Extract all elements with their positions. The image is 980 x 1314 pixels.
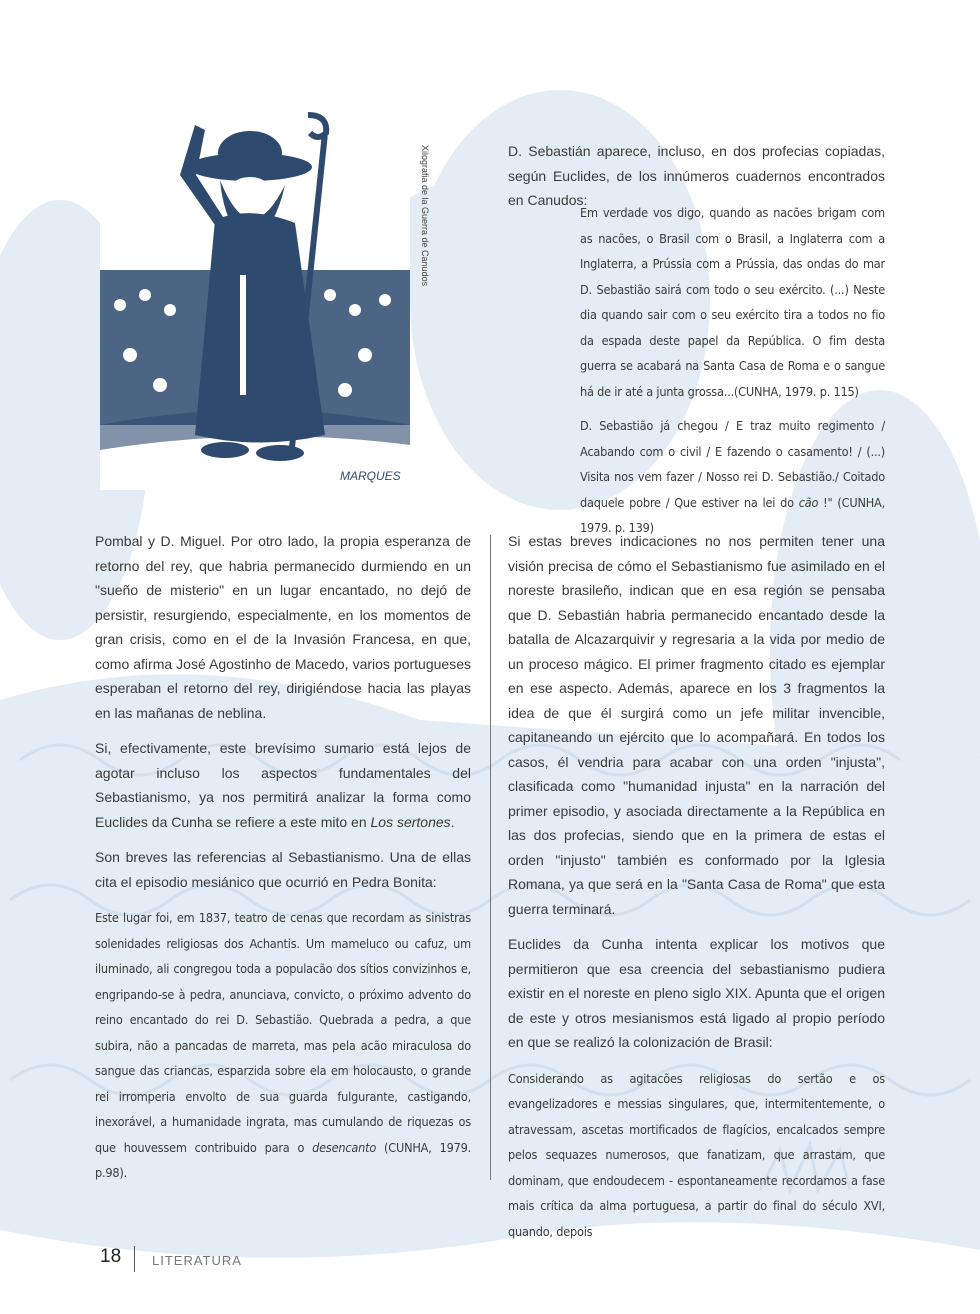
woodcut-illustration bbox=[100, 105, 410, 490]
paragraph: Euclides da Cunha intenta explicar los motivos que permitieron que esa creencia del sebastianismo pudiera existir en el noreste en pleno siglo XIX. Apunta que el origen de este y otros mesianismos está ligado al propio período en que se realizó la colonización de Brasil: bbox=[508, 936, 885, 1050]
figure-caption: Xilografia de la Guerra de Canudos bbox=[420, 145, 430, 287]
book-title: Los sertones bbox=[370, 813, 451, 830]
paragraph: Son breves las referencias al Sebastianismo. Una de ellas cita el episodio mesiánico que ocurrió en Pedra Bonita: bbox=[95, 849, 471, 890]
left-column bbox=[95, 529, 471, 1197]
right-column bbox=[508, 529, 885, 1255]
paragraph: Pombal y D. Miguel. Por otro lado, la propia esperanza de retorno del rey, que habria permanecido durmiendo en un "sueño de misterio" en un lugar encantado, no dejó de persistir, resurgiendo, especialmente, en los momentos de gran crisis, como en el de la Invasión Francesa, en que, como afirma José Agostinho de Macedo, varios portugueses esperaban el retorno del rey, dirigiéndose hacia las playas en las mañanas de neblina. bbox=[95, 533, 471, 721]
paragraph: Si estas breves indicaciones no nos permiten tener una visión precisa de cómo el Sebastianismo fue asimilado en el noreste brasileño, indican que en esa región se pensaba que D. Sebastián habria permanecido encantado desde la batalla de Alcazarquivir y regresaria a la vida por medio de un proceso mágico. El primer fragmento citado es ejemplar en ese aspecto. Además, aparece en los 3 fragmentos la idea de que él surgirá como un jefe militar invencible, capitaneando un ejército que lo acompañará. En todos los casos, él vendria para acabar con una orden "injusta", clasificada como "humanidad injusta" en la narración del primer episodio, y asociada directamente a la República en las dos profecias, siendo que en la primera de estas el orden "injusto" también es conformado por la Iglesia Romana, ya que será en la "Santa Casa de Roma" que esta guerra terminará. bbox=[508, 533, 885, 917]
right-intro-paragraph: D. Sebastián aparece, incluso, en dos profecias copiadas, según Euclides, de los innúmeros cuadernos encontrados en Canudos: bbox=[508, 143, 885, 208]
quote-text: Este lugar foi, em 1837, teatro de cenas que recordam as sinistras solenidades religiosas dos Achantis. Um mameluco ou cafuz, um iluminado, ali congregou toda a populacão dos sítios convizinhos e, engripando-se à pedra, anunciava, convicto, o próximo advento do reino encantado do rei D. Sebastião. Quebrada a pedra, a que subira, não a pancadas de marreta, mas pela acão miraculosa do sangue das criancas, esparzida sobre ela em holocausto, o grande rei irromperia envolto de sua guarda fulgurante, castigando, inexorável, a humanidade ingrata, mas cumulando de riquezas os que houvessem contribuido para o bbox=[95, 910, 471, 1155]
quote-italic: cão bbox=[798, 494, 819, 510]
footer-separator bbox=[134, 1246, 135, 1272]
quote-citation: !" (CUNHA, 1979. p. 139) bbox=[580, 494, 885, 535]
column-divider bbox=[490, 535, 491, 1180]
quote-italic: desencanto bbox=[312, 1139, 377, 1155]
page-number: 18 bbox=[100, 1246, 122, 1267]
prophecy-quote-2 bbox=[580, 413, 885, 541]
block-quote bbox=[95, 905, 471, 1186]
woodcut-signature: MARQUES bbox=[340, 469, 401, 483]
block-quote: Considerando as agitacões religiosas do sertão e os evangelizadores e messias singulares, que, intermitentemente, o atravessam, ascetas mortificados de flagícios, encalcados sempre pelos sequazes numerosos, que fanatizam, que arrastam, que dominam, que endoudecem - espontaneamente recordamos a fase mais crítica da alma portuguesa, a partir do final do século XVI, quando, depois bbox=[508, 1070, 885, 1239]
quote-text: D. Sebastião já chegou / E traz muito regimento / Acabando com o civil / E fazendo o casamento! / (...) Visita nos vem fazer / Nosso rei D. Sebastião./ Coitado daquele pobre / Que estiver na lei do bbox=[580, 418, 885, 510]
section-name: LITERATURA bbox=[152, 1253, 242, 1268]
prophecy-quote-1: Em verdade vos digo, quando as nacões brigam com as nacões, o Brasil com o Brasil, a Inglaterra com a Inglaterra, a Prússia com a Prússia, das ondas do mar D. Sebastião sairá com todo o seu exército. (...) Neste dia quando sair com o seu exército tira a todos no fio da espada deste papel da República. O fim desta guerra se acabará na Santa Casa de Roma e o sangue há de ir até a junta grossa...(CUNHA, 1979. p. 115) bbox=[580, 205, 885, 399]
paragraph-end: . bbox=[450, 813, 455, 830]
quote-citation: (CUNHA, 1979. p.98). bbox=[95, 1139, 471, 1180]
paragraph bbox=[95, 736, 471, 834]
prophecy-quotes bbox=[580, 200, 885, 550]
paragraph-text: Si, efectivamente, este brevísimo sumario está lejos de agotar incluso los aspectos fundamentales del Sebastianismo, ya nos permitirá analizar la forma como Euclides da Cunha se refiere a este mito en bbox=[95, 740, 471, 830]
